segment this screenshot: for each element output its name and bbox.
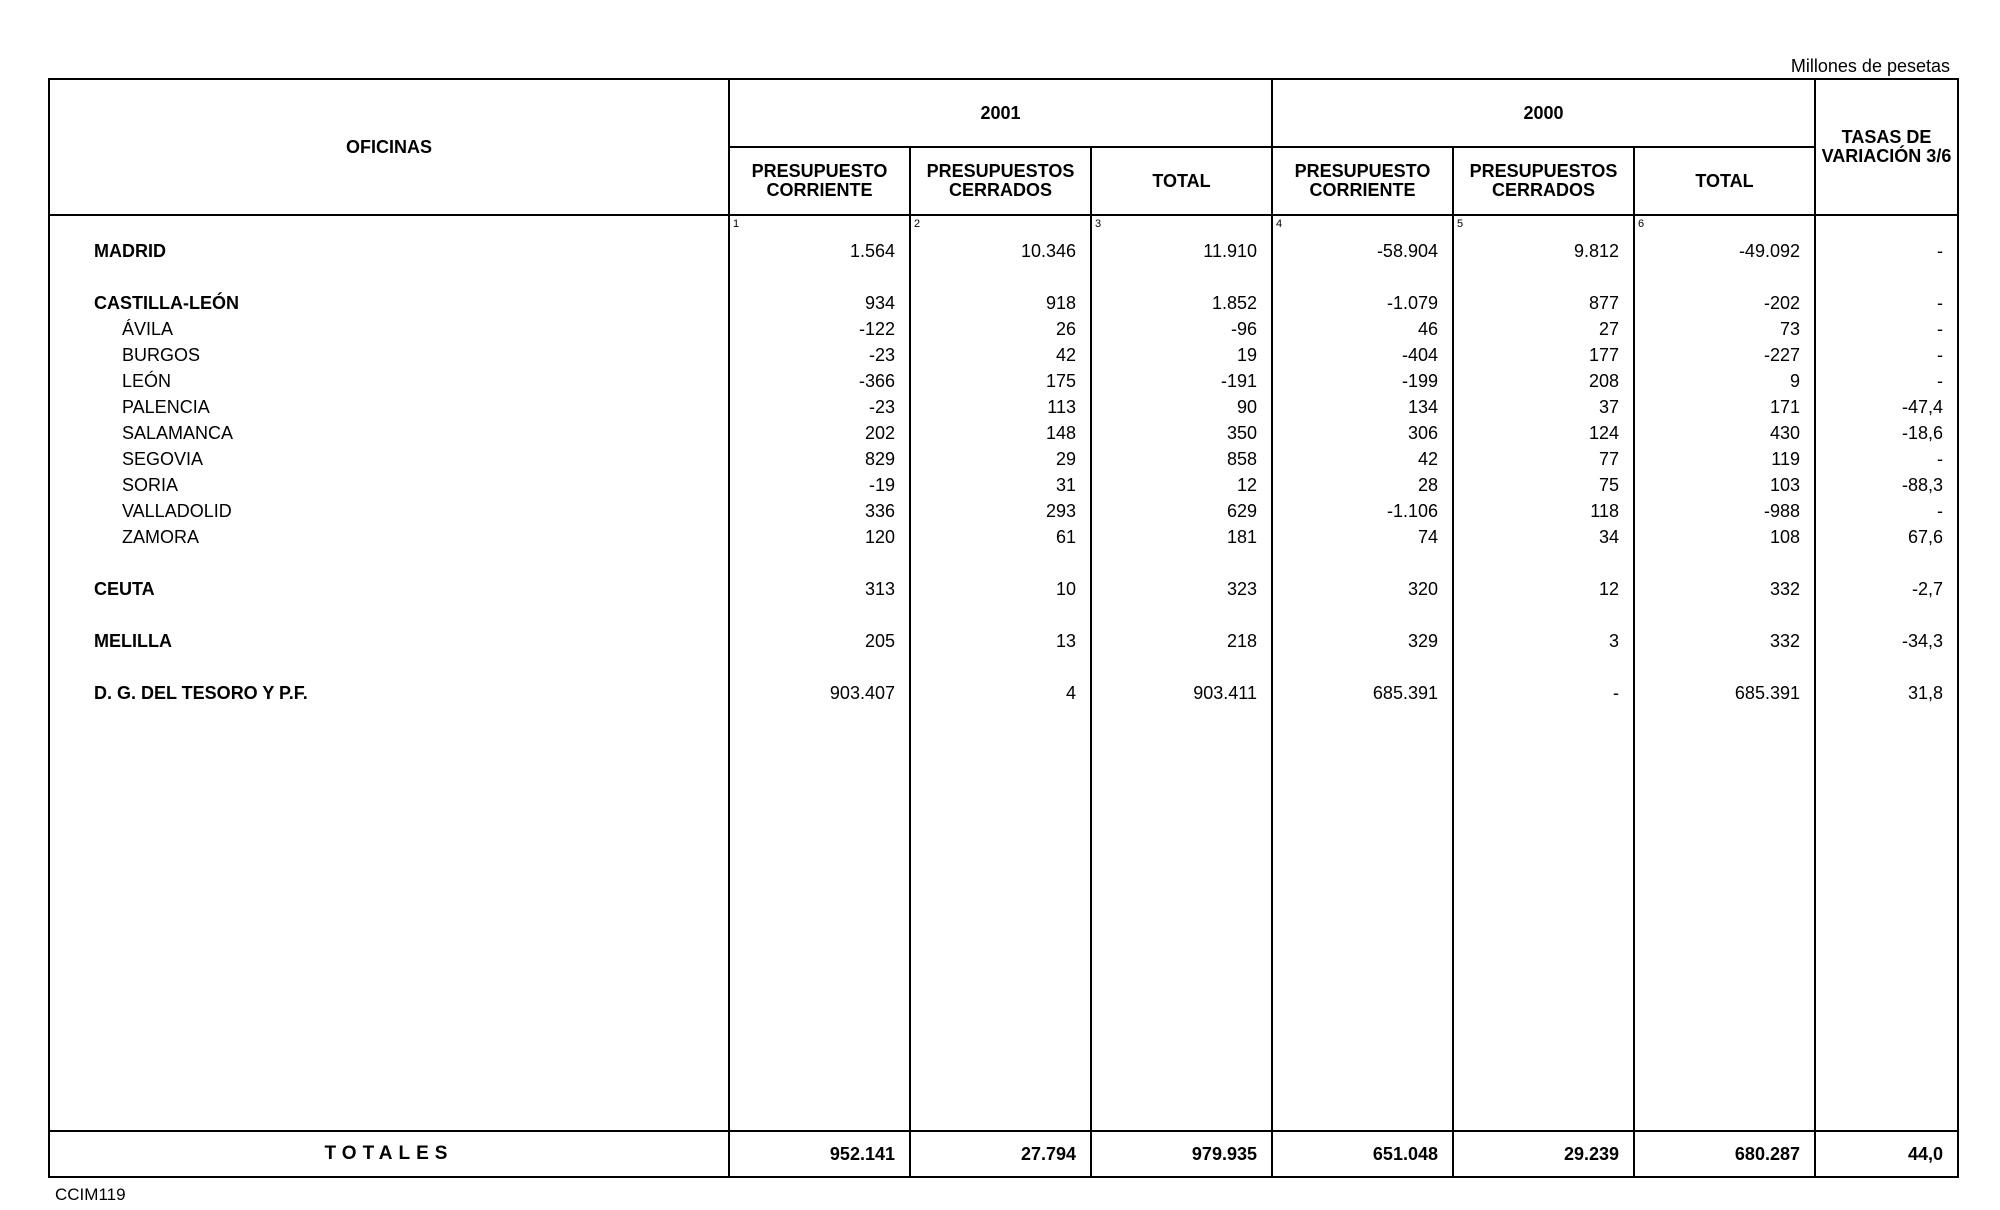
- table-cell: 75: [1598, 475, 1619, 495]
- header-pres-corriente-2001: PRESUPUESTO CORRIENTE: [729, 147, 910, 215]
- oficinas-column: [49, 215, 729, 1131]
- table-cell: 306: [1407, 423, 1438, 443]
- table-cell: -: [1937, 319, 1943, 339]
- header-pres-corriente-2000: PRESUPUESTO CORRIENTE: [1272, 147, 1453, 215]
- office-name: ÁVILA: [122, 319, 174, 339]
- column-6: [1634, 215, 1815, 1131]
- table-cell: 67,6: [1907, 527, 1943, 547]
- table-cell: 34: [1598, 527, 1619, 547]
- table-cell: 332: [1769, 631, 1800, 651]
- table-cell: -2,7: [1911, 579, 1943, 599]
- table-cell: 61: [1055, 527, 1076, 547]
- spacer: [1635, 654, 1800, 680]
- table-cell: 293: [1045, 501, 1076, 521]
- table-cell: 77: [1598, 449, 1619, 469]
- table-cell: 934: [864, 293, 895, 313]
- table-cell: -47,4: [1901, 397, 1943, 417]
- total-cell: 651.048: [1272, 1131, 1453, 1177]
- table-cell: 177: [1588, 345, 1619, 365]
- spacer: [94, 550, 728, 576]
- table-cell: 120: [864, 527, 895, 547]
- table-cell: 629: [1226, 501, 1257, 521]
- spacer: [1273, 550, 1438, 576]
- column-3: [1091, 215, 1272, 1131]
- unit-note: Millones de pesetas: [1790, 56, 1950, 76]
- table-cell: 42: [1055, 345, 1076, 365]
- table-cell: 171: [1769, 397, 1800, 417]
- table-cell: 29: [1055, 449, 1076, 469]
- total-cell: 27.794: [910, 1131, 1091, 1177]
- table-cell: 118: [1590, 501, 1619, 521]
- table-cell: -34,3: [1901, 631, 1943, 651]
- table-cell: 31,8: [1907, 683, 1943, 703]
- table-cell: 12: [1598, 579, 1619, 599]
- spacer: [94, 264, 728, 290]
- spacer: [94, 654, 728, 680]
- table-cell: 28: [1417, 475, 1438, 495]
- table-cell: 134: [1407, 397, 1438, 417]
- table-cell: 903.407: [829, 683, 895, 703]
- header-tasas-variacion: TASAS DE VARIACIÓN 3/6: [1815, 79, 1958, 215]
- table-cell: -49.092: [1738, 241, 1800, 261]
- table-cell: 11.910: [1203, 241, 1257, 261]
- table-cell: 73: [1779, 319, 1800, 339]
- table-cell: -227: [1763, 345, 1800, 365]
- table-cell: 320: [1407, 579, 1438, 599]
- table-cell: 10: [1055, 579, 1076, 599]
- table-cell: -19: [868, 475, 895, 495]
- table-cell: 685.391: [1734, 683, 1800, 703]
- table-cell: 10.346: [1020, 241, 1076, 261]
- spacer: [911, 602, 1076, 628]
- column-index: 5: [1457, 218, 1464, 230]
- spacer: [911, 216, 1076, 238]
- table-cell: 27: [1598, 319, 1619, 339]
- table-cell: -202: [1763, 293, 1800, 313]
- header-oficinas: OFICINAS: [49, 79, 729, 215]
- offices-table: [48, 78, 1959, 1178]
- office-name: MELILLA: [94, 631, 172, 651]
- table-cell: 430: [1769, 423, 1800, 443]
- spacer: [1454, 216, 1619, 238]
- table-cell: 26: [1055, 319, 1076, 339]
- table-cell: 13: [1055, 631, 1076, 651]
- table-cell: -96: [1230, 319, 1257, 339]
- table-cell: 858: [1226, 449, 1257, 469]
- office-name: D. G. DEL TESORO Y P.F.: [94, 683, 308, 703]
- column-4: [1272, 215, 1453, 1131]
- table-cell: 113: [1047, 397, 1076, 417]
- table-cell: -: [1613, 683, 1619, 703]
- totals-label: TOTALES: [49, 1131, 729, 1177]
- office-name: SORIA: [122, 475, 179, 495]
- spacer: [1454, 654, 1619, 680]
- table-cell: 332: [1769, 579, 1800, 599]
- table-cell: 31: [1055, 475, 1076, 495]
- table-cell: -199: [1401, 371, 1438, 391]
- table-cell: 124: [1588, 423, 1619, 443]
- footer-code: CCIM119: [55, 1185, 126, 1204]
- table-cell: 313: [864, 579, 895, 599]
- spacer: [911, 654, 1076, 680]
- total-cell: 44,0: [1815, 1131, 1958, 1177]
- header-total-2001: TOTAL: [1091, 147, 1272, 215]
- table-cell: 202: [864, 423, 895, 443]
- office-name: BURGOS: [122, 345, 201, 365]
- table-cell: -191: [1220, 371, 1257, 391]
- column-5: [1453, 215, 1634, 1131]
- column-index: 2: [914, 218, 921, 230]
- table-cell: 19: [1236, 345, 1257, 365]
- table-body-row: [49, 215, 1958, 1131]
- table-cell: 175: [1045, 371, 1076, 391]
- spacer: [1092, 264, 1257, 290]
- table-cell: 877: [1588, 293, 1619, 313]
- total-cell: 952.141: [729, 1131, 910, 1177]
- table-cell: 329: [1407, 631, 1438, 651]
- table-cell: -404: [1401, 345, 1438, 365]
- table-cell: -88,3: [1901, 475, 1943, 495]
- spacer: [1454, 602, 1619, 628]
- header-year-2001: 2001: [729, 79, 1272, 147]
- table-cell: 208: [1588, 371, 1619, 391]
- spacer: [1816, 264, 1943, 290]
- table-cell: 918: [1045, 293, 1076, 313]
- column-index: 1: [733, 218, 740, 230]
- table-cell: -988: [1763, 501, 1800, 521]
- table-cell: 108: [1769, 527, 1800, 547]
- spacer: [1635, 602, 1800, 628]
- office-name: SEGOVIA: [122, 449, 204, 469]
- table-cell: 103: [1769, 475, 1800, 495]
- header-pres-cerrados-2000: PRESUPUESTOS CERRADOS: [1453, 147, 1634, 215]
- column-1: [729, 215, 910, 1131]
- office-name: LEÓN: [122, 371, 172, 391]
- spacer: [1273, 602, 1438, 628]
- table-cell: -: [1937, 501, 1943, 521]
- table-cell: 336: [864, 501, 895, 521]
- table-cell: -: [1937, 241, 1943, 261]
- table-cell: 323: [1226, 579, 1257, 599]
- table-cell: 903.411: [1193, 683, 1257, 703]
- spacer: [1273, 216, 1438, 238]
- table-cell: 119: [1771, 449, 1800, 469]
- header-year-2000: 2000: [1272, 79, 1815, 147]
- table-cell: 148: [1045, 423, 1076, 443]
- total-cell: 29.239: [1453, 1131, 1634, 1177]
- spacer: [1635, 550, 1800, 576]
- spacer: [730, 602, 895, 628]
- spacer: [1816, 602, 1943, 628]
- spacer: [1092, 550, 1257, 576]
- office-name: ZAMORA: [122, 527, 200, 547]
- table-cell: 1.564: [849, 241, 895, 261]
- table-cell: 350: [1226, 423, 1257, 443]
- table-cell: 829: [864, 449, 895, 469]
- table-cell: 205: [864, 631, 895, 651]
- header-total-2000: TOTAL: [1634, 147, 1815, 215]
- table-cell: 4: [1065, 683, 1076, 703]
- office-name: PALENCIA: [122, 397, 210, 417]
- table-cell: 685.391: [1372, 683, 1438, 703]
- spacer: [911, 264, 1076, 290]
- total-cell: 680.287: [1634, 1131, 1815, 1177]
- table-cell: 90: [1236, 397, 1257, 417]
- table-cell: 9.812: [1573, 241, 1619, 261]
- totals-row: [49, 1131, 1958, 1177]
- office-name: VALLADOLID: [122, 501, 232, 521]
- spacer: [730, 216, 895, 238]
- spacer: [1635, 216, 1800, 238]
- table-cell: 42: [1417, 449, 1438, 469]
- table-cell: -1.079: [1386, 293, 1438, 313]
- spacer: [1816, 216, 1943, 238]
- spacer: [1635, 264, 1800, 290]
- spacer: [1273, 654, 1438, 680]
- spacer: [730, 264, 895, 290]
- column-index: 6: [1638, 218, 1645, 230]
- office-name: CASTILLA-LEÓN: [94, 293, 239, 313]
- office-name: MADRID: [94, 241, 166, 261]
- spacer: [1816, 654, 1943, 680]
- spacer: [94, 602, 728, 628]
- office-name: SALAMANCA: [122, 423, 234, 443]
- table-cell: -: [1937, 449, 1943, 469]
- spacer: [1454, 264, 1619, 290]
- spacer: [730, 550, 895, 576]
- table-cell: -18,6: [1901, 423, 1943, 443]
- table-cell: 46: [1417, 319, 1438, 339]
- spacer: [1273, 264, 1438, 290]
- spacer: [1092, 216, 1257, 238]
- table-cell: 74: [1417, 527, 1438, 547]
- spacer: [1454, 550, 1619, 576]
- table-cell: -: [1937, 345, 1943, 365]
- table-cell: 37: [1598, 397, 1619, 417]
- table-cell: -23: [868, 397, 895, 417]
- spacer: [1092, 654, 1257, 680]
- spacer: [94, 216, 728, 238]
- table-cell: 181: [1226, 527, 1257, 547]
- column-2: [910, 215, 1091, 1131]
- spacer: [1092, 602, 1257, 628]
- table-cell: 9: [1789, 371, 1800, 391]
- table-cell: -366: [858, 371, 895, 391]
- table-cell: -23: [868, 345, 895, 365]
- table-cell: -1.106: [1386, 501, 1438, 521]
- column-index: 4: [1276, 218, 1283, 230]
- spacer: [730, 654, 895, 680]
- office-name: CEUTA: [94, 579, 155, 599]
- table-cell: 1.852: [1211, 293, 1257, 313]
- table-cell: -122: [858, 319, 895, 339]
- tasas-column: [1815, 215, 1958, 1131]
- total-cell: 979.935: [1091, 1131, 1272, 1177]
- column-index: 3: [1095, 218, 1102, 230]
- header-pres-cerrados-2001: PRESUPUESTOS CERRADOS: [910, 147, 1091, 215]
- spacer: [911, 550, 1076, 576]
- table-cell: 12: [1236, 475, 1257, 495]
- table-cell: -58.904: [1376, 241, 1438, 261]
- table-cell: -: [1937, 371, 1943, 391]
- spacer: [1816, 550, 1943, 576]
- table-cell: 218: [1226, 631, 1257, 651]
- table-cell: -: [1937, 293, 1943, 313]
- table-cell: 3: [1608, 631, 1619, 651]
